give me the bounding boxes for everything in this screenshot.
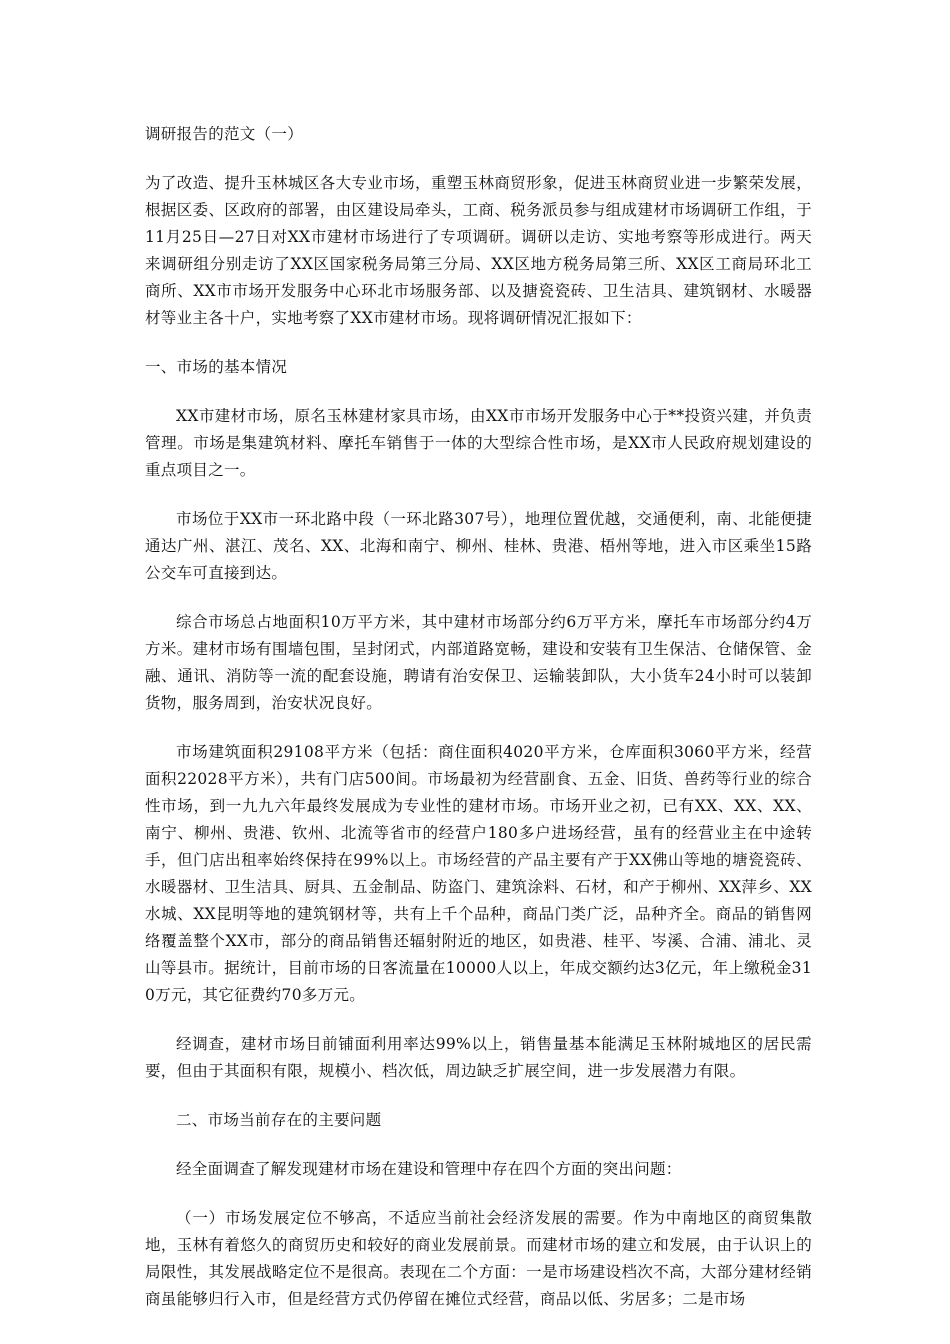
- document-title: 调研报告的范文（一）: [145, 125, 304, 143]
- section1-paragraph-4: 市场建筑面积29108平方米（包括：商住面积4020平方米，仓库面积3060平方米，经营面积22028平方米），共有门店500间。市场最初为经营副食、五金、旧货、兽药等行业的综合性市场，到一九九六年最终发展成为专业性的建材市场。市场开业之初，已有XX、XX、XX、南宁、柳州、贵港、钦州、北流等省市的经营户180多户进场经营，虽有的经营业主在中途转手，但门店出租率始终保持在99%以上。市场经营的产品主要有产于XX佛山等地的塘瓷瓷砖、水暖器材、卫生洁具、厨具、五金制品、防盗门、建筑涂料、石材，和产于柳州、XX萍乡、XX水城、XX昆明等地的建筑钢材等，共有上千个品种，商品门类广泛，品种齐全。商品的销售网络覆盖整个XX市，部分的商品销售还辐射附近的地区，如贵港、桂平、岑溪、合浦、浦北、灵山等县市。据统计，目前市场的日客流量在10000人以上，年成交额约达3亿元，年上缴税金310万元，其它征费约70多万元。: [145, 743, 812, 1004]
- section2-heading: 二、市场当前存在的主要问题: [176, 1111, 382, 1129]
- section2-paragraph-1: 经全面调查了解发现建材市场在建设和管理中存在四个方面的突出问题：: [176, 1160, 682, 1178]
- section1-paragraph-3: 综合市场总占地面积10万平方米，其中建材市场部分约6万平方米，摩托车市场部分约4万方米。建材市场有围墙包围，呈封闭式，内部道路宽畅，建设和安装有卫生保洁、仓储保管、金融、通讯、消防等一流的配套设施，聘请有治安保卫、运输装卸队，大小货车24小时可以装卸货物，服务周到，治安状况良好。: [145, 613, 812, 712]
- section1-paragraph-1: XX市建材市场，原名玉林建材家具市场，由XX市市场开发服务中心于**投资兴建，并负责管理。市场是集建筑材料、摩托车销售于一体的大型综合性市场，是XX市人民政府规划建设的重点项目之一。: [145, 407, 812, 479]
- section1-paragraph-5: 经调查，建材市场目前铺面利用率达99%以上，销售量基本能满足玉林附城地区的居民需要，但由于其面积有限，规模小、档次低，周边缺乏扩展空间，进一步发展潜力有限。: [145, 1035, 812, 1080]
- section1-heading: 一、市场的基本情况: [145, 358, 288, 376]
- intro-paragraph: 为了改造、提升玉林城区各大专业市场，重塑玉林商贸形象，促进玉林商贸业进一步繁荣发展，根据区委、区政府的部署，由区建设局牵头，工商、税务派员参与组成建材市场调研工作组，于11月25日—27日对XX市建材市场进行了专项调研。调研以走访、实地考察等形成进行。两天来调研组分别走访了XX区国家税务局第三分局、XX区地方税务局第三所、XX区工商局环北工商所、XX市市场开发服务中心环北市场服务部、以及搪瓷瓷砖、卫生洁具、建筑钢材、水暖器材等业主各十户，实地考察了XX市建材市场。现将调研情况汇报如下：: [145, 174, 812, 327]
- document-page: [145, 121, 812, 1335]
- section2-paragraph-2: （一）市场发展定位不够高，不适应当前社会经济发展的需要。作为中南地区的商贸集散地，玉林有着悠久的商贸历史和较好的商业发展前景。而建材市场的建立和发展，由于认识上的局限性，其发展战略定位不是很高。表现在二个方面：一是市场建设档次不高，大部分建材经销商虽能够归行入市，但是经营方式仍停留在摊位式经营，商品以低、劣居多；二是市场: [145, 1209, 812, 1308]
- section1-paragraph-2: 市场位于XX市一环北路中段（一环北路307号），地理位置优越，交通便利，南、北能便捷通达广州、湛江、茂名、XX、北海和南宁、柳州、桂林、贵港、梧州等地，进入市区乘坐15路公交车可直接到达。: [145, 510, 812, 582]
